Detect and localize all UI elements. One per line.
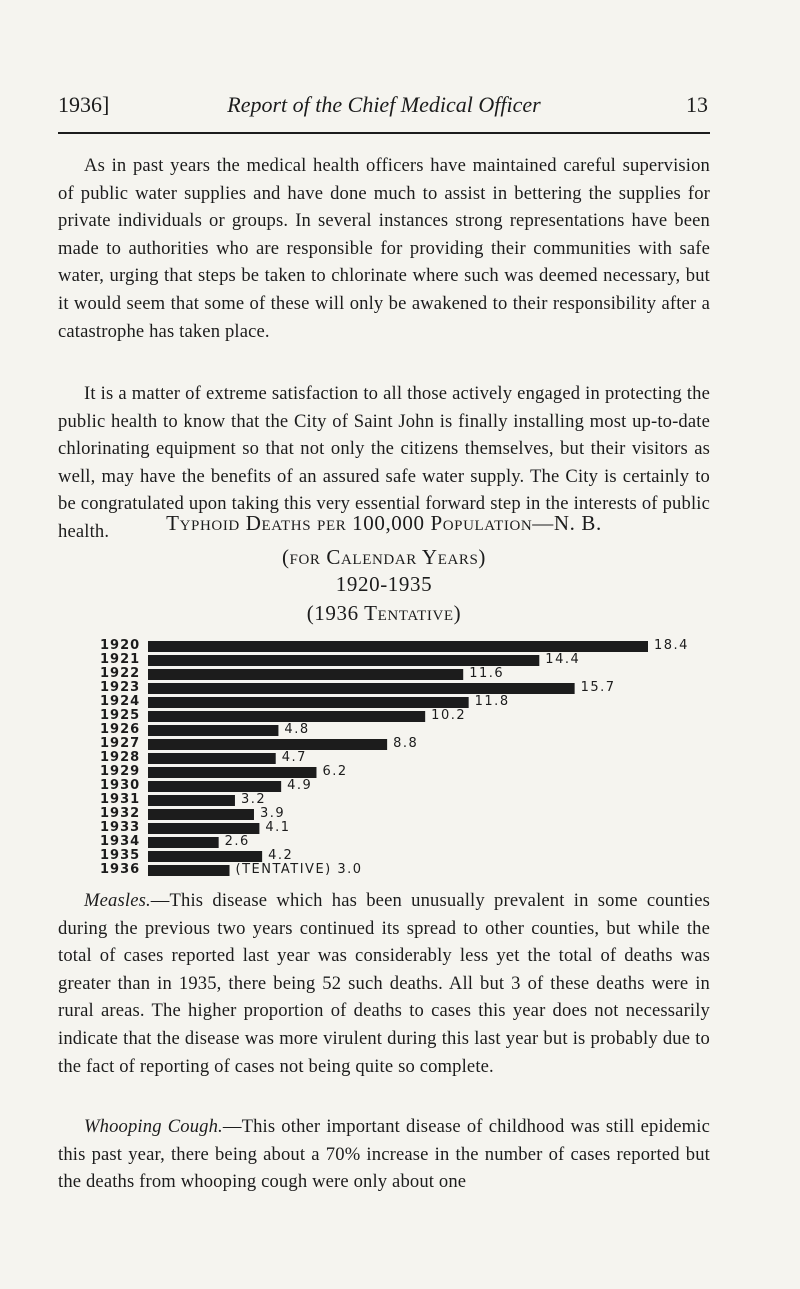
year-label-1936: 1936 xyxy=(100,862,141,877)
value-label-1925: 10.2 xyxy=(431,708,467,723)
bar-1929 xyxy=(148,767,316,778)
measles-heading: Measles. xyxy=(84,890,151,911)
value-label-1922: 11.6 xyxy=(469,666,505,681)
year-label-1926: 1926 xyxy=(100,722,141,737)
bar-1934 xyxy=(148,837,219,848)
paragraph-water-supplies: As in past years the medical health officers have maintained careful supervision of public water supplies and have done much to assist in bettering the supplies for private individuals or groups. In several instances strong representations have been made to authorities who are responsible for providing their communities with safe water, urging that steps be taken to chlorinate where such was deemed necessary, but it would seem that some of these will only be awakened to their responsibility after a catastrophe has taken place. xyxy=(58,155,710,342)
value-label-1934: 2.6 xyxy=(224,834,250,849)
paragraph-saint-john: It is a matter of extreme satisfaction to all those actively engaged in protecting the public health to know that the City of Saint John is finally installing most up-to-date chlorinating equipment so that not only the citizens themselves, but their visitors as well, may have the benefits of an assured safe water supply. The City is certainly to be congratulated upon taking this very essential forward step in the interests of public health. xyxy=(58,383,710,542)
bar-1930 xyxy=(148,781,281,792)
year-label-1923: 1923 xyxy=(100,680,141,695)
year-label-1934: 1934 xyxy=(100,834,141,849)
value-label-1923: 15.7 xyxy=(580,680,616,695)
year-label-1928: 1928 xyxy=(100,750,141,765)
year-label-1924: 1924 xyxy=(100,694,141,709)
measles-text: —This disease which has been unusually prevalent in some counties during the previous two years continued its spread to other counties, but while the total of cases reported last year was considerably less yet the total of deaths was greater than in 1935, there being 52 such deaths. All but 3 of these deaths were in rural areas. The higher proportion of deaths to cases this year does not necessarily indicate that the disease was more virulent during this last year but is probably due to the fact of reporting of cases not being quite so complete. xyxy=(58,890,710,1077)
year-label-1927: 1927 xyxy=(100,736,141,751)
whooping-cough-text: —This other important disease of childhood was still epidemic this past year, there being about a 70% increase in the number of cases reported but the deaths from whooping cough were only about one xyxy=(58,1116,710,1193)
year-label-1933: 1933 xyxy=(100,820,141,835)
chart-subtitle-calendar: (for Calendar Years) xyxy=(281,545,487,569)
year-label-1929: 1929 xyxy=(100,764,141,779)
bar-1931 xyxy=(148,795,235,806)
chart-bars xyxy=(100,639,680,879)
bar-1925 xyxy=(148,711,425,722)
value-label-1932: 3.9 xyxy=(259,806,286,821)
whooping-cough-heading: Whooping Cough. xyxy=(84,1116,223,1137)
value-label-1929: 6.2 xyxy=(322,764,348,779)
bar-1922 xyxy=(148,669,463,680)
bar-1932 xyxy=(148,809,254,820)
bar-1926 xyxy=(148,725,278,736)
value-label-1927: 8.8 xyxy=(393,736,419,751)
page-header xyxy=(58,92,710,134)
value-label-1930: 4.9 xyxy=(287,778,313,793)
year-label-1935: 1935 xyxy=(100,848,141,863)
year-label-1925: 1925 xyxy=(100,708,141,723)
chart-title: Typhoid Deaths per 100,000 Population—N. B. xyxy=(166,511,602,535)
bar-1933 xyxy=(148,823,259,834)
value-label-1924: 11.8 xyxy=(474,694,510,709)
value-label-1921: 14.4 xyxy=(545,652,581,667)
value-label-1936: (TENTATIVE) 3.0 xyxy=(235,862,363,877)
paragraph-measles xyxy=(58,887,710,1080)
chart-subtitle-range: 1920-1935 xyxy=(335,572,433,596)
page-number: 13 xyxy=(686,92,708,117)
year-label-1921: 1921 xyxy=(100,652,141,667)
bar-1928 xyxy=(148,753,276,764)
bar-1927 xyxy=(148,739,387,750)
year-label-1932: 1932 xyxy=(100,806,141,821)
year-label-1931: 1931 xyxy=(100,792,141,807)
bar-1936 xyxy=(148,865,230,876)
header-title: Report of the Chief Medical Officer xyxy=(227,92,541,117)
header-year: 1936] xyxy=(58,92,110,117)
chart-subtitle-tentative: (1936 Tentative) xyxy=(306,601,462,625)
year-label-1930: 1930 xyxy=(100,778,141,793)
value-label-1931: 3.2 xyxy=(240,792,267,807)
value-label-1935: 4.2 xyxy=(268,848,294,863)
typhoid-bar-chart xyxy=(100,638,689,879)
year-label-1922: 1922 xyxy=(100,666,141,681)
paragraph-whooping-cough xyxy=(58,1113,710,1196)
value-label-1928: 4.7 xyxy=(281,750,307,765)
value-label-1926: 4.8 xyxy=(284,722,310,737)
bar-1923 xyxy=(148,683,575,694)
year-label-1920: 1920 xyxy=(100,638,141,653)
value-label-1933: 4.1 xyxy=(265,820,291,835)
bar-1924 xyxy=(148,697,469,708)
bar-1920 xyxy=(148,641,648,652)
value-label-1920: 18.4 xyxy=(654,638,689,653)
bar-1935 xyxy=(148,851,262,862)
bar-1921 xyxy=(148,655,539,666)
